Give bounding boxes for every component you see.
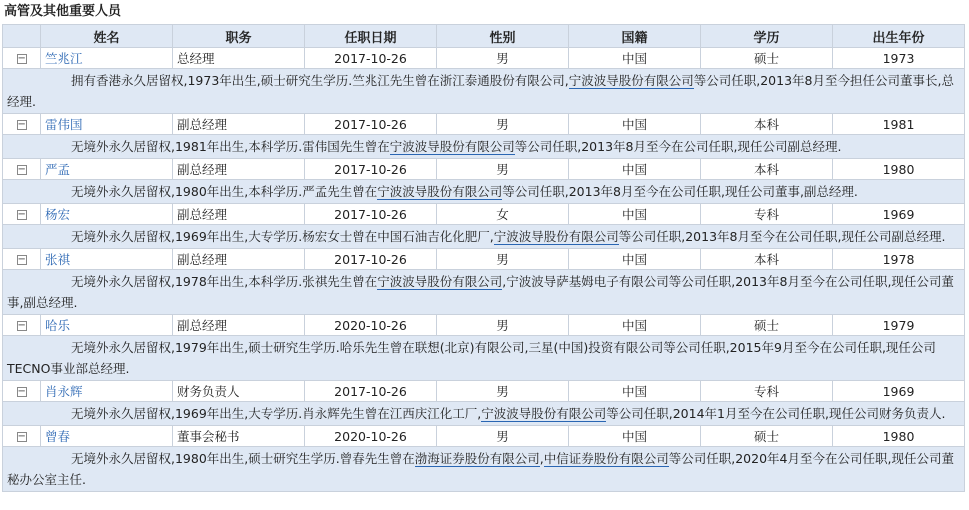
position-cell: 副总经理 (173, 114, 305, 135)
position-cell: 副总经理 (173, 249, 305, 270)
table-row (3, 426, 965, 447)
education-cell: 本科 (701, 159, 833, 180)
bio-cell (3, 225, 965, 249)
collapse-minus-icon[interactable]: − (17, 254, 26, 265)
collapse-minus-icon[interactable]: − (17, 119, 26, 130)
company-link[interactable]: 宁波波导股份有限公司 (481, 406, 607, 421)
table-row (3, 315, 965, 336)
table-row (3, 381, 965, 402)
birth-year-cell: 1973 (833, 48, 965, 69)
date-cell: 2017-10-26 (305, 114, 437, 135)
company-link[interactable]: 宁波波导股份有限公司 (377, 184, 503, 199)
bio-text: 无境外永久居留权,1978年出生,本科学历.张祺先生曾在 (71, 274, 378, 289)
header-position: 职务 (173, 25, 305, 48)
company-link[interactable]: 渤海证券股份有限公司 (414, 451, 540, 466)
birth-year-cell: 1980 (833, 426, 965, 447)
bio-cell (3, 180, 965, 204)
header-date: 任职日期 (305, 25, 437, 48)
position-cell: 董事会秘书 (173, 426, 305, 447)
gender-cell: 女 (437, 204, 569, 225)
date-cell: 2020-10-26 (305, 426, 437, 447)
person-name-cell (41, 426, 173, 447)
collapse-minus-icon[interactable]: − (17, 431, 26, 442)
bio-text: ,宁波波导萨基姆电子有限公司等公司任职,2013年8月至今在公司任职,现任公司董事,副总经理. (7, 274, 954, 310)
bio-text: 等公司任职,2014年1月至今在公司任职,现任公司财务负责人. (606, 406, 946, 421)
bio-row (3, 402, 965, 426)
person-name-link[interactable]: 杨宏 (45, 207, 71, 222)
bio-cell (3, 69, 965, 114)
date-cell: 2017-10-26 (305, 204, 437, 225)
person-name-link[interactable]: 哈乐 (45, 318, 71, 333)
nationality-cell: 中国 (569, 249, 701, 270)
bio-row (3, 135, 965, 159)
collapse-minus-icon[interactable]: − (17, 386, 26, 397)
gender-cell: 男 (437, 315, 569, 336)
bio-text: 无境外永久居留权,1980年出生,本科学历.严孟先生曾在 (71, 184, 378, 199)
toggle-cell[interactable] (3, 159, 41, 180)
bio-cell (3, 135, 965, 159)
education-cell: 专科 (701, 381, 833, 402)
nationality-cell: 中国 (569, 426, 701, 447)
bio-row (3, 180, 965, 204)
bio-text: 无境外永久居留权,1969年出生,大专学历.杨宏女士曾在中国石油吉化化肥厂, (71, 229, 494, 244)
section-title: 高管及其他重要人员 (4, 4, 122, 19)
date-cell: 2017-10-26 (305, 159, 437, 180)
position-cell: 副总经理 (173, 315, 305, 336)
bio-text: 无境外永久居留权,1981年出生,本科学历.雷伟国先生曾在 (71, 139, 390, 154)
birth-year-cell: 1969 (833, 381, 965, 402)
bio-cell (3, 270, 965, 315)
collapse-minus-icon[interactable]: − (17, 320, 26, 331)
header-birth-year: 出生年份 (833, 25, 965, 48)
education-cell: 本科 (701, 114, 833, 135)
bio-text: 拥有香港永久居留权,1973年出生,硕士研究生学历.竺兆江先生曾在浙江泰通股份有限公司, (71, 73, 569, 88)
nationality-cell: 中国 (569, 204, 701, 225)
toggle-cell[interactable] (3, 204, 41, 225)
person-name-link[interactable]: 竺兆江 (45, 51, 83, 66)
toggle-cell[interactable] (3, 381, 41, 402)
bio-row (3, 447, 965, 492)
bio-text: 等公司任职,2013年8月至今在公司任职,现任公司董事,副总经理. (502, 184, 858, 199)
gender-cell: 男 (437, 48, 569, 69)
birth-year-cell: 1981 (833, 114, 965, 135)
toggle-cell[interactable] (3, 426, 41, 447)
bio-cell (3, 447, 965, 492)
header-row (3, 25, 965, 48)
company-link[interactable]: 宁波波导股份有限公司 (568, 73, 694, 88)
date-cell: 2017-10-26 (305, 381, 437, 402)
gender-cell: 男 (437, 426, 569, 447)
bio-text: , (539, 451, 544, 466)
bio-text: 等公司任职,2013年8月至今在公司任职,现任公司副总经理. (514, 139, 842, 154)
gender-cell: 男 (437, 381, 569, 402)
header-toggle-cell (3, 25, 41, 48)
header-nationality: 国籍 (569, 25, 701, 48)
education-cell: 硕士 (701, 48, 833, 69)
toggle-cell[interactable] (3, 249, 41, 270)
collapse-minus-icon[interactable]: − (17, 209, 26, 220)
company-link[interactable]: 宁波波导股份有限公司 (389, 139, 515, 154)
birth-year-cell: 1980 (833, 159, 965, 180)
bio-row (3, 270, 965, 315)
education-cell: 硕士 (701, 426, 833, 447)
bio-text: 等公司任职,2013年8月至今担任公司董事长,总经理. (7, 73, 954, 109)
position-cell: 总经理 (173, 48, 305, 69)
bio-text: 等公司任职,2013年8月至今在公司任职,现任公司副总经理. (618, 229, 946, 244)
person-name-cell (41, 114, 173, 135)
person-name-cell (41, 204, 173, 225)
nationality-cell: 中国 (569, 381, 701, 402)
nationality-cell: 中国 (569, 114, 701, 135)
executives-table (2, 24, 965, 492)
bio-text: 无境外永久居留权,1969年出生,大专学历.肖永辉先生曾在江西庆江化工厂, (71, 406, 482, 421)
company-link[interactable]: 中信证券股份有限公司 (543, 451, 669, 466)
nationality-cell: 中国 (569, 315, 701, 336)
person-name-cell (41, 249, 173, 270)
birth-year-cell: 1978 (833, 249, 965, 270)
person-name-cell (41, 159, 173, 180)
gender-cell: 男 (437, 159, 569, 180)
person-name-link[interactable]: 雷伟国 (45, 117, 83, 132)
education-cell: 本科 (701, 249, 833, 270)
nationality-cell: 中国 (569, 159, 701, 180)
toggle-cell[interactable] (3, 48, 41, 69)
position-cell: 副总经理 (173, 204, 305, 225)
person-name-link[interactable]: 张祺 (45, 252, 71, 267)
person-name-link[interactable]: 曾春 (45, 429, 71, 444)
table-row (3, 249, 965, 270)
company-link[interactable]: 宁波波导股份有限公司 (377, 274, 503, 289)
table-row (3, 204, 965, 225)
position-cell: 财务负责人 (173, 381, 305, 402)
gender-cell: 男 (437, 114, 569, 135)
table-row (3, 114, 965, 135)
company-link[interactable]: 宁波波导股份有限公司 (493, 229, 619, 244)
header-name: 姓名 (41, 25, 173, 48)
toggle-cell[interactable] (3, 315, 41, 336)
bio-row (3, 336, 965, 381)
person-name-link[interactable]: 肖永辉 (45, 384, 83, 399)
person-name-link[interactable]: 严孟 (45, 162, 71, 177)
education-cell: 硕士 (701, 315, 833, 336)
birth-year-cell: 1979 (833, 315, 965, 336)
person-name-cell (41, 48, 173, 69)
bio-row (3, 225, 965, 249)
bio-text: 无境外永久居留权,1979年出生,硕士研究生学历.哈乐先生曾在联想(北京)有限公司,三星(中国)投资有限公司等公司任职,2015年9月至今在公司任职,现任公司TECNO事业部总经理. (7, 340, 936, 376)
date-cell: 2017-10-26 (305, 48, 437, 69)
person-name-cell (41, 315, 173, 336)
bio-row (3, 69, 965, 114)
position-cell: 副总经理 (173, 159, 305, 180)
date-cell: 2017-10-26 (305, 249, 437, 270)
collapse-minus-icon[interactable]: − (17, 164, 26, 175)
date-cell: 2020-10-26 (305, 315, 437, 336)
bio-cell (3, 336, 965, 381)
gender-cell: 男 (437, 249, 569, 270)
table-row (3, 48, 965, 69)
bio-text: 无境外永久居留权,1980年出生,硕士研究生学历.曾春先生曾在 (71, 451, 415, 466)
bio-cell (3, 402, 965, 426)
nationality-cell: 中国 (569, 48, 701, 69)
education-cell: 专科 (701, 204, 833, 225)
person-name-cell (41, 381, 173, 402)
toggle-cell[interactable] (3, 114, 41, 135)
birth-year-cell: 1969 (833, 204, 965, 225)
header-education: 学历 (701, 25, 833, 48)
bio-text: 等公司任职,2020年4月至今在公司任职,现任公司董秘办公室主任. (7, 451, 954, 487)
header-gender: 性别 (437, 25, 569, 48)
collapse-minus-icon[interactable]: − (17, 53, 26, 64)
table-row (3, 159, 965, 180)
